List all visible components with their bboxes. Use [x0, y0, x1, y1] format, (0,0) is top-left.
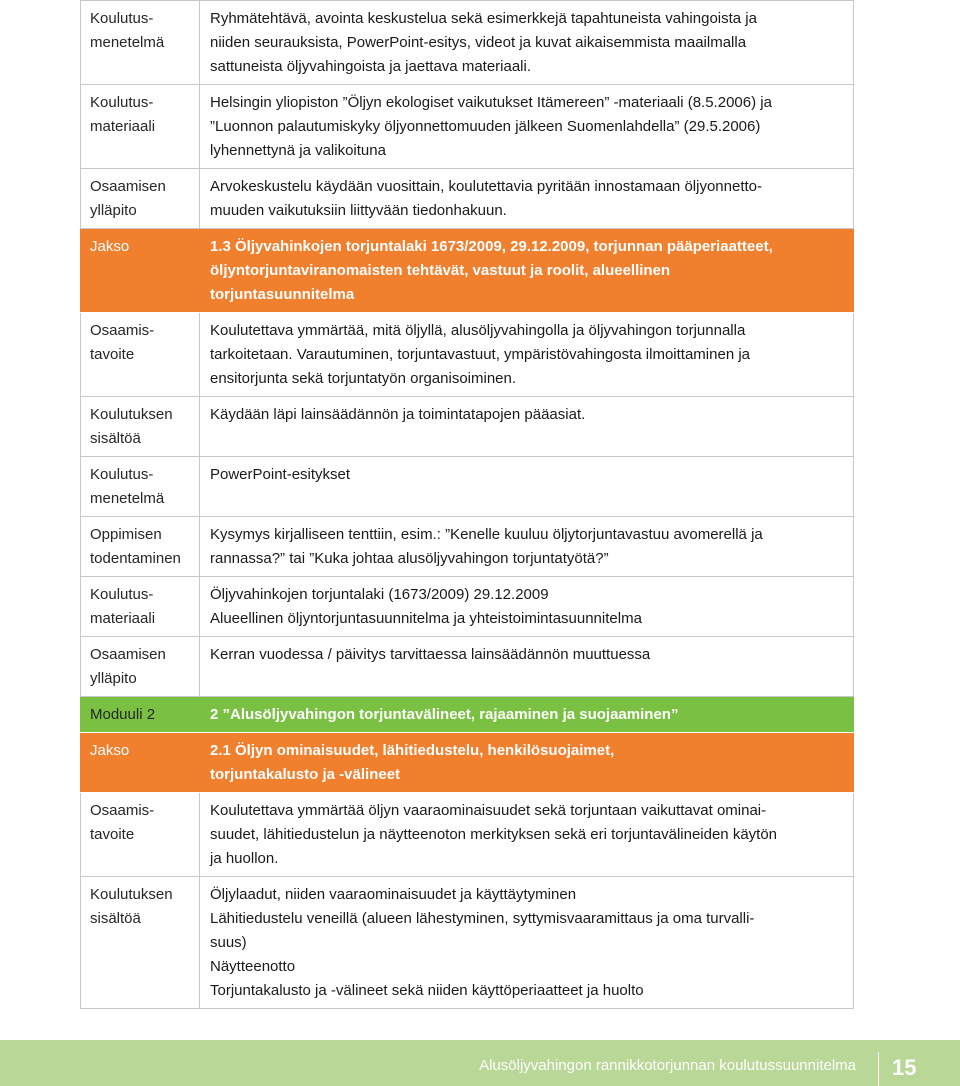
table-row [80, 457, 854, 517]
module-row [80, 697, 854, 733]
row-content [200, 793, 854, 876]
section-row [80, 733, 854, 793]
content-line: torjuntasuunnitelma [210, 286, 355, 303]
content-line: 2 ”Alusöljyvahingon torjuntavälineet, rajaaminen ja suojaaminen” [210, 706, 679, 723]
label-line: Koulutus- [90, 10, 154, 27]
row-content [200, 697, 854, 732]
label-line: Koulutuksen [90, 406, 173, 423]
label-line: menetelmä [90, 34, 165, 51]
label-line: Osaamis- [90, 322, 155, 339]
row-content [200, 313, 854, 396]
row-label [80, 517, 200, 576]
label-line: Jakso [90, 742, 130, 759]
table-row [80, 313, 854, 397]
label-line: ylläpito [90, 670, 137, 687]
content-line: Koulutettava ymmärtää, mitä öljyllä, alusöljyvahingolla ja öljyvahingon torjunnalla [210, 322, 746, 339]
row-label [80, 877, 200, 1008]
row-content [200, 85, 854, 168]
content-line: muuden vaikutuksiin liittyvään tiedonhakuun. [210, 202, 507, 219]
label-line: materiaali [90, 118, 156, 135]
row-content [200, 229, 854, 312]
label-line: Jakso [90, 238, 130, 255]
table-row [80, 517, 854, 577]
label-line: Oppimisen [90, 526, 162, 543]
content-line: Helsingin yliopiston ”Öljyn ekologiset vaikutukset Itämereen” -materiaali (8.5.2006) ja [210, 94, 772, 111]
page-number: 15 [892, 1055, 917, 1080]
content-line: PowerPoint-esitykset [210, 466, 351, 483]
table-row [80, 793, 854, 877]
row-label [80, 637, 200, 696]
row-content [200, 577, 854, 636]
content-line: ensitorjunta sekä torjuntatyön organisoiminen. [210, 370, 517, 387]
label-line: materiaali [90, 610, 156, 627]
content-line: Kysymys kirjalliseen tenttiin, esim.: ”Kenelle kuuluu öljytorjuntavastuu avomerellä ja [210, 526, 763, 543]
row-content [200, 1, 854, 84]
content-line: Öljyvahinkojen torjuntalaki (1673/2009) 29.12.2009 [210, 586, 549, 603]
table-row [80, 85, 854, 169]
content-line: ”Luonnon palautumiskyky öljyonnettomuuden jälkeen Suomenlahdella” (29.5.2006) [210, 118, 761, 135]
content-line: Näytteenotto [210, 958, 296, 975]
label-line: Koulutuksen [90, 886, 173, 903]
table-row [80, 397, 854, 457]
content-line: Arvokeskustelu käydään vuosittain, koulutettavia pyritään innostamaan öljyonnetto- [210, 178, 762, 195]
label-line: Koulutus- [90, 586, 154, 603]
row-content [200, 637, 854, 696]
content-line: 2.1 Öljyn ominaisuudet, lähitiedustelu, henkilösuojaimet, [210, 742, 615, 759]
content-line: Kerran vuodessa / päivitys tarvittaessa lainsäädännön muuttuessa [210, 646, 651, 663]
label-line: sisältöä [90, 430, 141, 447]
content-line: Käydään läpi lainsäädännön ja toimintatapojen pääasiat. [210, 406, 586, 423]
row-label [80, 457, 200, 516]
content-line: niiden seurauksista, PowerPoint-esitys, videot ja kuvat aikaisemmista maailmalla [210, 34, 747, 51]
label-line: Moduuli 2 [90, 706, 156, 723]
label-line: todentaminen [90, 550, 181, 567]
table-row [80, 169, 854, 229]
row-content [200, 397, 854, 456]
row-label [80, 397, 200, 456]
label-line: tavoite [90, 346, 135, 363]
table-row [80, 637, 854, 697]
content-line: suudet, lähitiedustelun ja näytteenoton merkityksen sekä eri torjuntavälineiden käytön [210, 826, 778, 843]
row-label [80, 697, 200, 732]
content-line: Alueellinen öljyntorjuntasuunnitelma ja yhteistoimintasuunnitelma [210, 610, 642, 627]
label-line: Osaamis- [90, 802, 155, 819]
content-line: 1.3 Öljyvahinkojen torjuntalaki 1673/2009, 29.12.2009, torjunnan pääperiaatteet, [210, 238, 773, 255]
row-content [200, 169, 854, 228]
content-line: Koulutettava ymmärtää öljyn vaaraominaisuudet sekä torjuntaan vaikuttavat ominai- [210, 802, 767, 819]
label-line: Koulutus- [90, 466, 154, 483]
content-line: Torjuntakalusto ja -välineet sekä niiden käyttöperiaatteet ja huolto [210, 982, 644, 999]
content-line: tarkoitetaan. Varautuminen, torjuntavastuut, ympäristövahingosta ilmoittaminen ja [210, 346, 751, 363]
page-footer [0, 1040, 960, 1086]
content-line: öljyntorjuntaviranomaisten tehtävät, vastuut ja roolit, alueellinen [210, 262, 671, 279]
content-line: lyhennettynä ja valikoituna [210, 142, 386, 159]
label-line: Osaamisen [90, 646, 166, 663]
footer-title: Alusöljyvahingon rannikkotorjunnan koulutussuunnitelma [479, 1057, 856, 1074]
section-row [80, 229, 854, 313]
row-content [200, 517, 854, 576]
row-content [200, 457, 854, 516]
table-row [80, 0, 854, 85]
content-line: torjuntakalusto ja -välineet [210, 766, 401, 783]
row-label [80, 313, 200, 396]
row-label [80, 793, 200, 876]
content-line: ja huollon. [210, 850, 279, 867]
label-line: sisältöä [90, 910, 141, 927]
table-row [80, 577, 854, 637]
footer-separator [878, 1052, 879, 1086]
content-line: Ryhmätehtävä, avointa keskustelua sekä esimerkkejä tapahtuneista vahingoista ja [210, 10, 757, 27]
label-line: Osaamisen [90, 178, 166, 195]
row-content [200, 877, 854, 1008]
content-line: suus) [210, 934, 247, 951]
row-label [80, 733, 200, 792]
row-label [80, 577, 200, 636]
row-label [80, 229, 200, 312]
content-line: Lähitiedustelu veneillä (alueen lähestyminen, syttymisvaaramittaus ja oma turvalli- [210, 910, 755, 927]
row-content [200, 733, 854, 792]
content-line: Öljylaadut, niiden vaaraominaisuudet ja käyttäytyminen [210, 886, 577, 903]
content-line: rannassa?” tai ”Kuka johtaa alusöljyvahingon torjuntatyötä?” [210, 550, 609, 567]
label-line: menetelmä [90, 490, 165, 507]
row-label [80, 169, 200, 228]
label-line: tavoite [90, 826, 135, 843]
row-label [80, 1, 200, 84]
label-line: ylläpito [90, 202, 137, 219]
label-line: Koulutus- [90, 94, 154, 111]
content-line: sattuneista öljyvahingoista ja jaettava materiaali. [210, 58, 532, 75]
table-row [80, 877, 854, 1009]
course-table [80, 0, 854, 1009]
row-label [80, 85, 200, 168]
